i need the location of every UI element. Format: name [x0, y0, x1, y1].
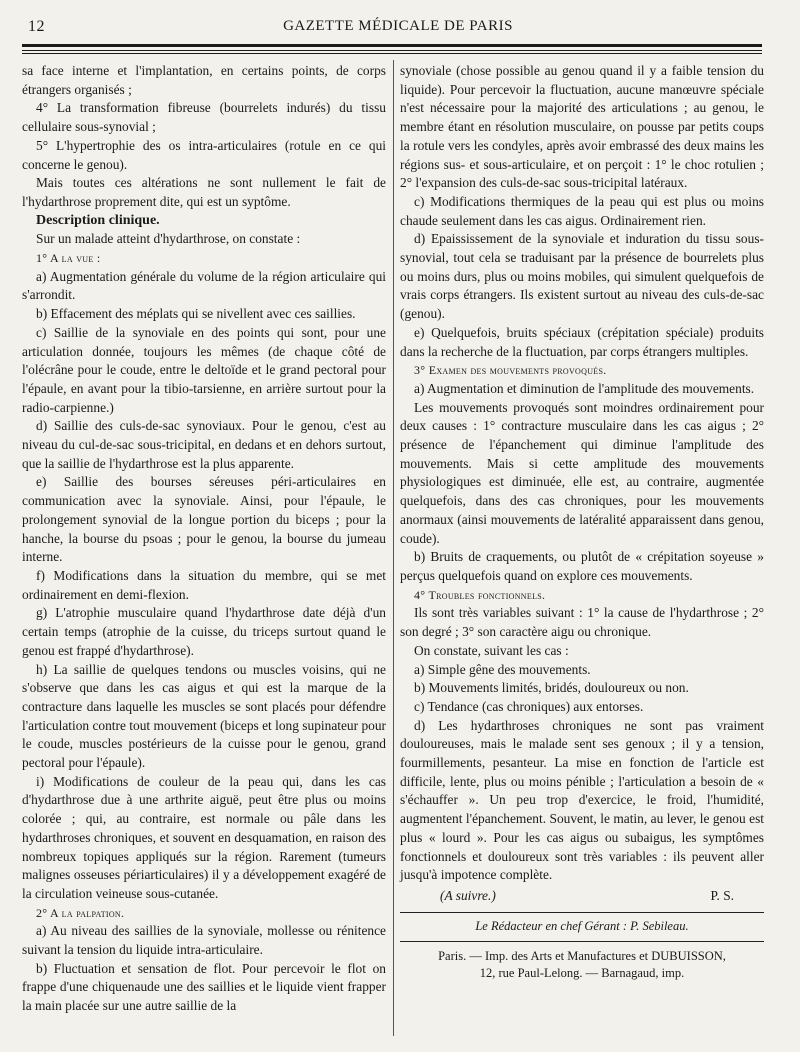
- paragraph: d) Saillie des culs-de-sac synoviaux. Pour le genou, c'est au niveau du cul-de-sac sous-tricipital, en dedans et en dehors surtout, que la saillie de l'hydarthrose est la plus apparente.: [22, 418, 386, 471]
- section-heading: Description clinique.: [36, 212, 160, 228]
- paragraph: d) Epaississement de la synoviale et induration du tissu sous-synovial, tout cela se traduisant par la présence de bourrelets plus ou moins durs, plus ou moins mobiles, qui simulent quelquefois de vrais corps étrangers. Ils existent surtout au niveau des culs-de-sac (genou).: [400, 231, 764, 322]
- printer-line-2: 12, rue Paul-Lelong. — Barnagaud, imp.: [479, 966, 685, 981]
- paragraph: a) Au niveau des saillies de la synoviale, mollesse ou rénitence suivant la tension du liquide intra-articulaire.: [22, 923, 386, 958]
- right-column: [400, 62, 764, 982]
- paragraph: Ils sont très variables suivant : 1° la cause de l'hydarthrose ; 2° son degré ; 3° son caractère aigu ou chronique.: [400, 605, 764, 640]
- paragraph: e) Saillie des bourses séreuses péri-articulaires en communication avec la synoviale. Ainsi, pour l'épaule, le prolongement synovial de la longue portion du biceps ; pour la hanche, la bourse du psoas ; pour le genou, la bourse du jumeau interne.: [22, 474, 386, 565]
- to-be-continued: (A suivre.): [440, 887, 496, 903]
- paragraph: h) La saillie de quelques tendons ou muscles voisins, qui ne s'observe que dans les cas aigus et qui est la marque de la contracture dans laquelle les muscles se sont placés pour défendre l'articulation contre tout mouvement (biceps et long supinateur pour le coude, muscles postérieurs de la cuisse pour le genou, grand pectoral pour l'épaule).: [22, 661, 386, 771]
- journal-title: GAZETTE MÉDICALE DE PARIS: [283, 18, 513, 34]
- header-rule: [22, 44, 762, 47]
- paragraph: sa face interne et l'implantation, en certains points, de corps étrangers organisés ;: [22, 63, 386, 97]
- paragraph: f) Modifications dans la situation du membre, qui se met ordinairement en demi-flexion.: [22, 567, 386, 602]
- paragraph: c) Tendance (cas chroniques) aux entorses.: [414, 698, 644, 714]
- editor-credit: Le Rédacteur en chef Gérant : P. Sebileau.: [475, 918, 689, 933]
- printer-credit: [400, 948, 764, 982]
- column-divider: [393, 60, 394, 1036]
- author-initials: P. S.: [710, 887, 734, 903]
- footer-rule: [400, 912, 764, 913]
- subsection-heading: 1° A la vue :: [36, 251, 101, 266]
- left-column: [22, 62, 386, 1016]
- paragraph: Les mouvements provoqués sont moindres ordinairement pour deux causes : 1° contracture musculaire dans les cas aigus ; 2° présence de l'épanchement qui diminue l'amplitude des mouvements. Mais si cette amplitude des mouvements physiologiques est diminuée, elle est, au contraire, augmentée quelquefois, dans des cas chroniques, pour les mouvements anormaux (ainsi mouvements de latéralité apparaissent dans genou, coude).: [400, 399, 764, 546]
- paragraph: g) L'atrophie musculaire quand l'hydarthrose date déjà d'un certain temps (atrophie de la cuisse, du triceps surtout quand le genou est frappé d'hydarthrose).: [22, 605, 386, 658]
- footer-rule-2: [400, 941, 764, 942]
- subsection-heading: 4° Troubles fonctionnels.: [414, 587, 546, 602]
- page-header: [28, 14, 768, 40]
- paragraph: 4° La transformation fibreuse (bourrelets indurés) du tissu cellulaire sous-synovial ;: [22, 100, 386, 135]
- paragraph: b) Mouvements limités, bridés, douloureux ou non.: [414, 680, 689, 696]
- header-rule-thin: [22, 50, 762, 51]
- paragraph: Mais toutes ces altérations ne sont nullement le fait de l'hydarthrose proprement dite, qui est un syptôme.: [22, 175, 386, 209]
- signature-line: [400, 887, 764, 906]
- printer-line-1: Paris. — Imp. des Arts et Manufactures et DUBUISSON,: [438, 949, 726, 964]
- paragraph: 5° L'hypertrophie des os intra-articulaires (rotule en ce qui concerne le genou).: [22, 137, 386, 172]
- paragraph: e) Quelquefois, bruits spéciaux (crépitation spéciale) produits dans la recherche de la fluctuation, par corps étrangers multiples.: [400, 324, 764, 359]
- paragraph: synoviale (chose possible au genou quand il y a faible tension du liquide). Pour percevoir la fluctuation, aucune manœuvre spéciale n'est nécessaire pour la majorité des articulations ; au genou, le membre étant en résolution musculaire, on pousse par petits coups la rotule vers les condyles, après avoir embrassé des deux mains les régions sus- et sous-articulaire, et on perçoit : 1° le choc rotulien ; 2° l'expansion des culs-de-sac sous-tricipital latéraux.: [400, 63, 764, 191]
- paragraph: b) Effacement des méplats qui se nivellent avec ces saillies.: [36, 306, 356, 322]
- paragraph: i) Modifications de couleur de la peau qui, dans les cas d'hydarthrose due à une arthrite aiguë, peut être plus ou moins colorée ; qui, au contraire, est normale ou pâle dans les hydarthroses chroniques, et souvent en desquamation, en raison des nombreux topiques appliqués sur la région. Rarement (tumeurs malignes osseuses périarticulaires) il y a développement exagéré de la circulation veineuse sous-cutanée.: [22, 773, 386, 901]
- paragraph: b) Fluctuation et sensation de flot. Pour percevoir le flot on frappe d'une chiquenaude une des saillies et le liquide vient frapper la main placée sur une autre saillie de la: [22, 960, 386, 1014]
- page-number: 12: [28, 18, 45, 35]
- subsection-heading: 2° A la palpation.: [36, 905, 125, 920]
- paragraph: On constate, suivant les cas :: [414, 642, 569, 658]
- paragraph: a) Simple gêne des mouvements.: [414, 661, 591, 677]
- paragraph: Sur un malade atteint d'hydarthrose, on constate :: [36, 231, 301, 247]
- paragraph: c) Saillie de la synoviale en des points qui sont, pour une articulation donnée, toujours les mêmes (de chaque côté de l'olécrâne pour le coude, entre le deltoïde et le grand pectoral pour l'épaule, en avant pour la tibio-tarsienne, en arrière surtout pour la radio-carpienne.): [22, 324, 386, 415]
- paragraph: a) Augmentation générale du volume de la région articulaire qui s'arrondit.: [22, 268, 386, 303]
- paragraph: b) Bruits de craquements, ou plutôt de « crépitation soyeuse » perçus quelquefois quand on explore ces mouvements.: [400, 549, 764, 583]
- paragraph: d) Les hydarthroses chroniques ne sont pas vraiment douloureuses, mais le malade sent ses genoux ; il y a tension, fourmillements, pesanteur. La mise en fonction de l'article est difficile, lente, plus ou moins pénible ; l'articulation a besoin de « s'échauffer ». Un peu trop d'exercice, le froid, l'humidité, augmentent l'épanchement. Souvent, le matin, au lever, le genou est plus « lourd ». Pour les cas aigus ou subaigus, les symptômes fonctionnels et douloureux sont très variables : ils peuvent aller jusqu'à impotence complète.: [400, 717, 764, 883]
- subsection-heading: 3° Examen des mouvements provoqués.: [414, 363, 607, 378]
- header-rule-thin-2: [22, 53, 762, 54]
- paragraph: a) Augmentation et diminution de l'amplitude des mouvements.: [414, 380, 755, 396]
- paragraph: c) Modifications thermiques de la peau qui est plus ou moins chaude seulement dans les cas aigus. Ordinairement rien.: [400, 193, 764, 228]
